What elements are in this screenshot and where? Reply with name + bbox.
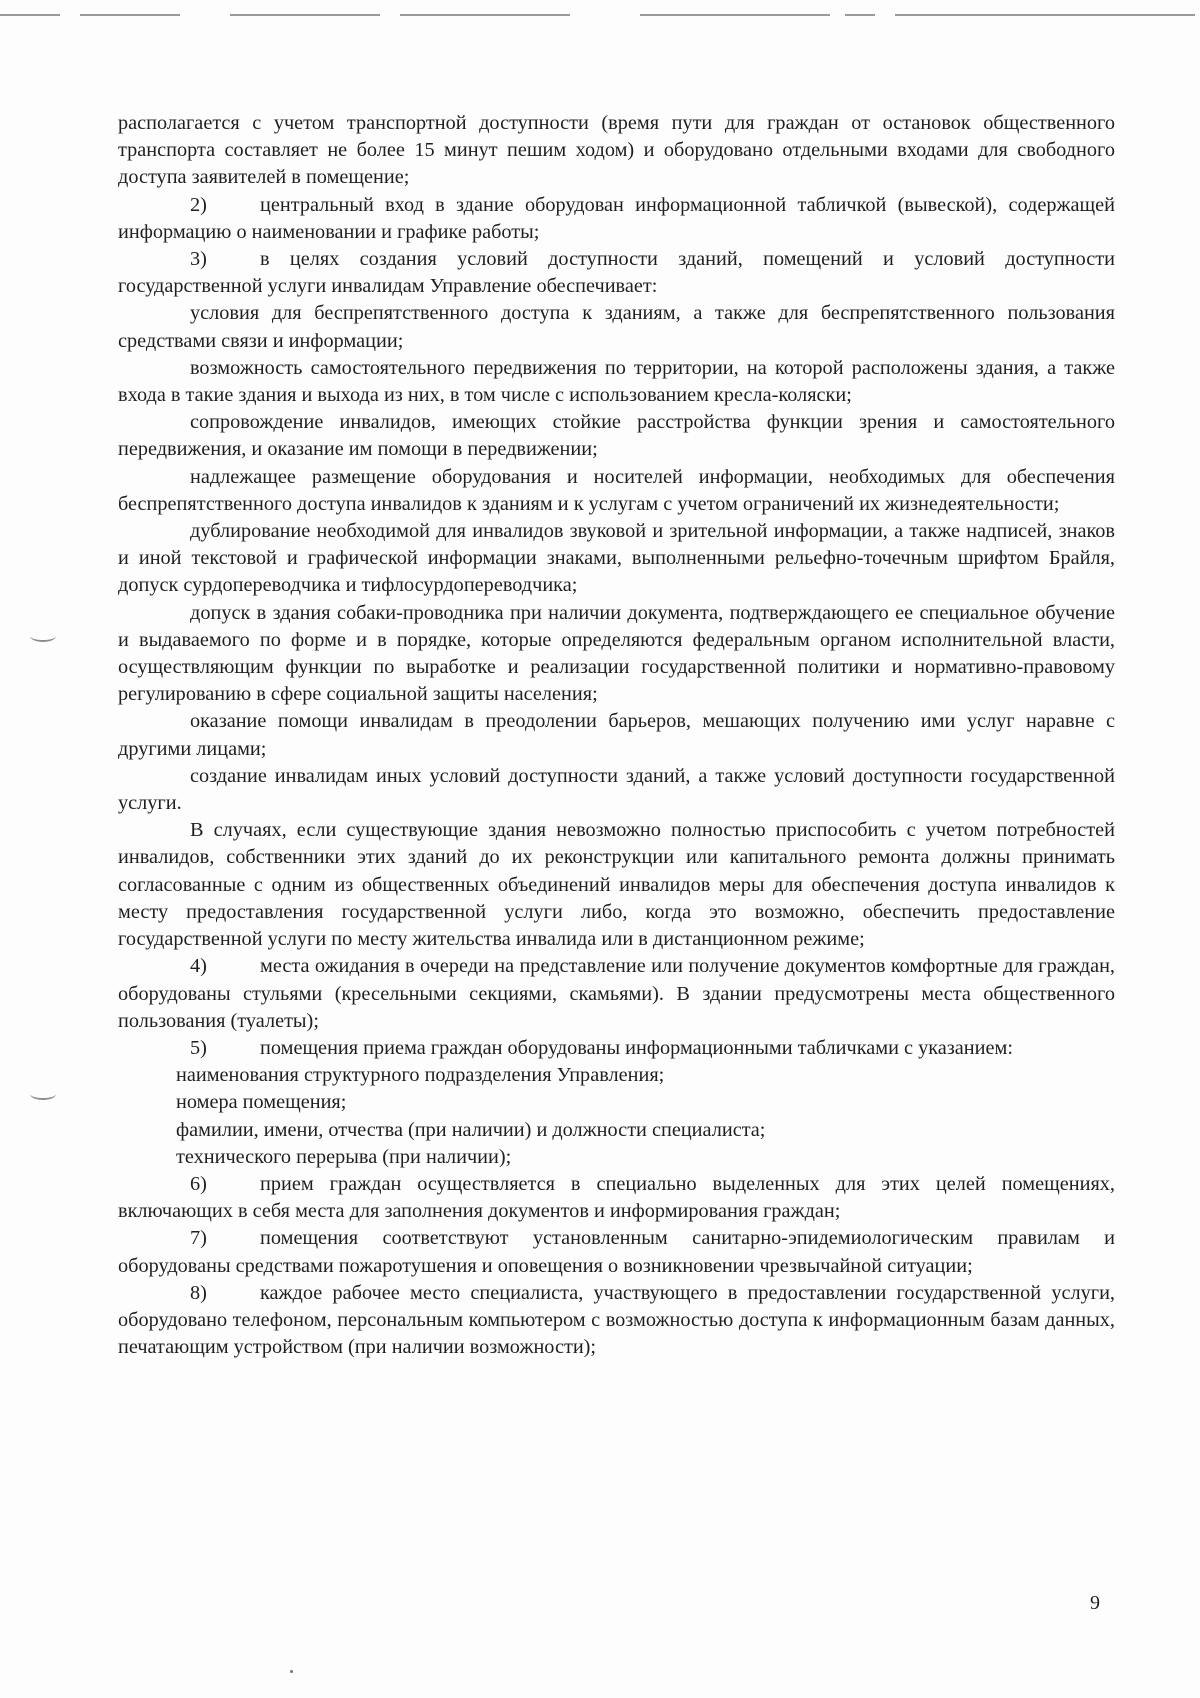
paragraph xyxy=(118,464,1115,518)
paragraph-text: дублирование необходимой для инвалидов звуковой и зрительной информации, а также надписей, знаков и иной текстовой и графической информации знаками, выполненными рельефно-точечным шрифтом Брайля, допуск сурдопереводчика и тифлосурдопереводчика; xyxy=(118,520,1115,597)
numbered-paragraph xyxy=(118,953,1115,1035)
paragraph-number: 4) xyxy=(190,955,207,978)
page-number: 9 xyxy=(1090,1592,1100,1614)
numbered-paragraph xyxy=(118,1280,1115,1362)
paragraph xyxy=(118,518,1115,600)
numbered-paragraph xyxy=(118,1171,1115,1225)
list-line xyxy=(118,1062,1115,1089)
scan-edge-top xyxy=(0,14,1200,20)
scan-edge-mark xyxy=(30,630,56,642)
paragraph xyxy=(118,110,1115,192)
paragraph-number: 2) xyxy=(190,193,207,216)
paragraph-text: помещения соответствуют установленным санитарно-эпидемиологическим правилам и оборудованы средствами пожаротушения и оповещения о возникновении чрезвычайной ситуации; xyxy=(118,1227,1115,1277)
paragraph-number: 8) xyxy=(190,1281,207,1304)
paragraph-number: 3) xyxy=(190,248,207,271)
paragraph-text: места ожидания в очереди на представление или получение документов комфортные для граждан, оборудованы стульями (кресельными секциями, скамьями). В здании предусмотрены места общественного пользования (туалеты); xyxy=(118,955,1115,1032)
paragraph xyxy=(118,355,1115,409)
list-line xyxy=(118,1117,1115,1144)
paragraph-text: надлежащее размещение оборудования и носителей информации, необходимых для обеспечения беспрепятственного доступа инвалидов к зданиям и к услугам с учетом ограничений их жизнедеятельности; xyxy=(118,465,1115,515)
list-line xyxy=(118,1144,1115,1171)
paragraph-text: фамилии, имени, отчества (при наличии) и должности специалиста; xyxy=(176,1118,766,1141)
paragraph-text: создание инвалидам иных условий доступности зданий, а также условий доступности государственной услуги. xyxy=(118,764,1115,815)
paragraph-text: номера помещения; xyxy=(176,1091,347,1114)
paragraph-text: в целях создания условий доступности зданий, помещений и условий доступности государственной услуги инвалидам Управление обеспечивает: xyxy=(118,248,1115,298)
scan-edge-mark xyxy=(30,1088,56,1100)
paragraph-text: возможность самостоятельного передвижения по территории, на которой расположены здания, а также входа в такие здания и выхода из них, в том числе с использованием кресла-коляски; xyxy=(118,356,1115,407)
paragraph xyxy=(118,409,1115,463)
paragraph-text: наименования структурного подразделения Управления; xyxy=(176,1064,665,1087)
numbered-paragraph xyxy=(118,1225,1115,1279)
document-body xyxy=(118,110,1115,1361)
paragraph-text: допуск в здания собаки-проводника при наличии документа, подтверждающего ее специальное обучение и выдаваемого по форме и в порядке, которые определяются федеральным органом исполнительной власти, осуществляющим функции по выработке и реализации государственной политики и нормативно-правовому регулированию в сфере социальной защиты населения; xyxy=(118,601,1115,706)
paragraph xyxy=(118,708,1115,762)
paragraph-text: центральный вход в здание оборудован информационной табличкой (вывеской), содержащей информацию о наименовании и графике работы; xyxy=(118,193,1115,243)
paragraph xyxy=(118,817,1115,953)
numbered-paragraph xyxy=(118,246,1115,300)
paragraph xyxy=(118,300,1115,354)
paragraph-number: 5) xyxy=(190,1036,207,1059)
numbered-paragraph xyxy=(118,192,1115,246)
paragraph-text: помещения приема граждан оборудованы информационными табличками с указанием: xyxy=(260,1036,1013,1059)
paragraph xyxy=(118,600,1115,709)
paragraph-number: 6) xyxy=(190,1172,207,1195)
paragraph-number: 7) xyxy=(190,1227,207,1250)
paragraph-text: располагается с учетом транспортной доступности (время пути для граждан от остановок общественного транспорта составляет не более 15 минут пешим ходом) и оборудовано отдельными входами для свободного доступа заявителей в помещение; xyxy=(118,112,1115,189)
paragraph-text: каждое рабочее место специалиста, участвующего в предоставлении государственной услуги, оборудовано телефоном, персональным компьютером с возможностью доступа к информационным базам данных, печатающим устройством (при наличии возможности); xyxy=(118,1281,1115,1359)
paragraph-text: В случаях, если существующие здания невозможно полностью приспособить с учетом потребностей инвалидов, собственники этих зданий до их реконструкции или капитального ремонта должны принимать согласованные с одним из общественных объединений инвалидов меры для обеспечения доступа инвалидов к месту предоставления государственной услуги либо, когда это возможно, обеспечить предоставление государственной услуги по месту жительства инвалида или в дистанционном режиме; xyxy=(118,819,1115,951)
paragraph xyxy=(118,763,1115,817)
scan-speck xyxy=(290,1670,293,1673)
list-line xyxy=(118,1089,1115,1116)
numbered-paragraph xyxy=(118,1035,1115,1062)
paragraph-text: сопровождение инвалидов, имеющих стойкие расстройства функции зрения и самостоятельного передвижения, и оказание им помощи в передвижении; xyxy=(118,411,1115,461)
paragraph-text: условия для беспрепятственного доступа к зданиям, а также для беспрепятственного пользования средствами связи и информации; xyxy=(118,302,1115,352)
paragraph-text: оказание помощи инвалидам в преодолении барьеров, мешающих получению ими услуг наравне с другими лицами; xyxy=(118,710,1115,760)
paragraph-text: технического перерыва (при наличии); xyxy=(176,1145,512,1168)
paragraph-text: прием граждан осуществляется в специально выделенных для этих целей помещениях, включающих в себя места для заполнения документов и информирования граждан; xyxy=(118,1172,1115,1223)
